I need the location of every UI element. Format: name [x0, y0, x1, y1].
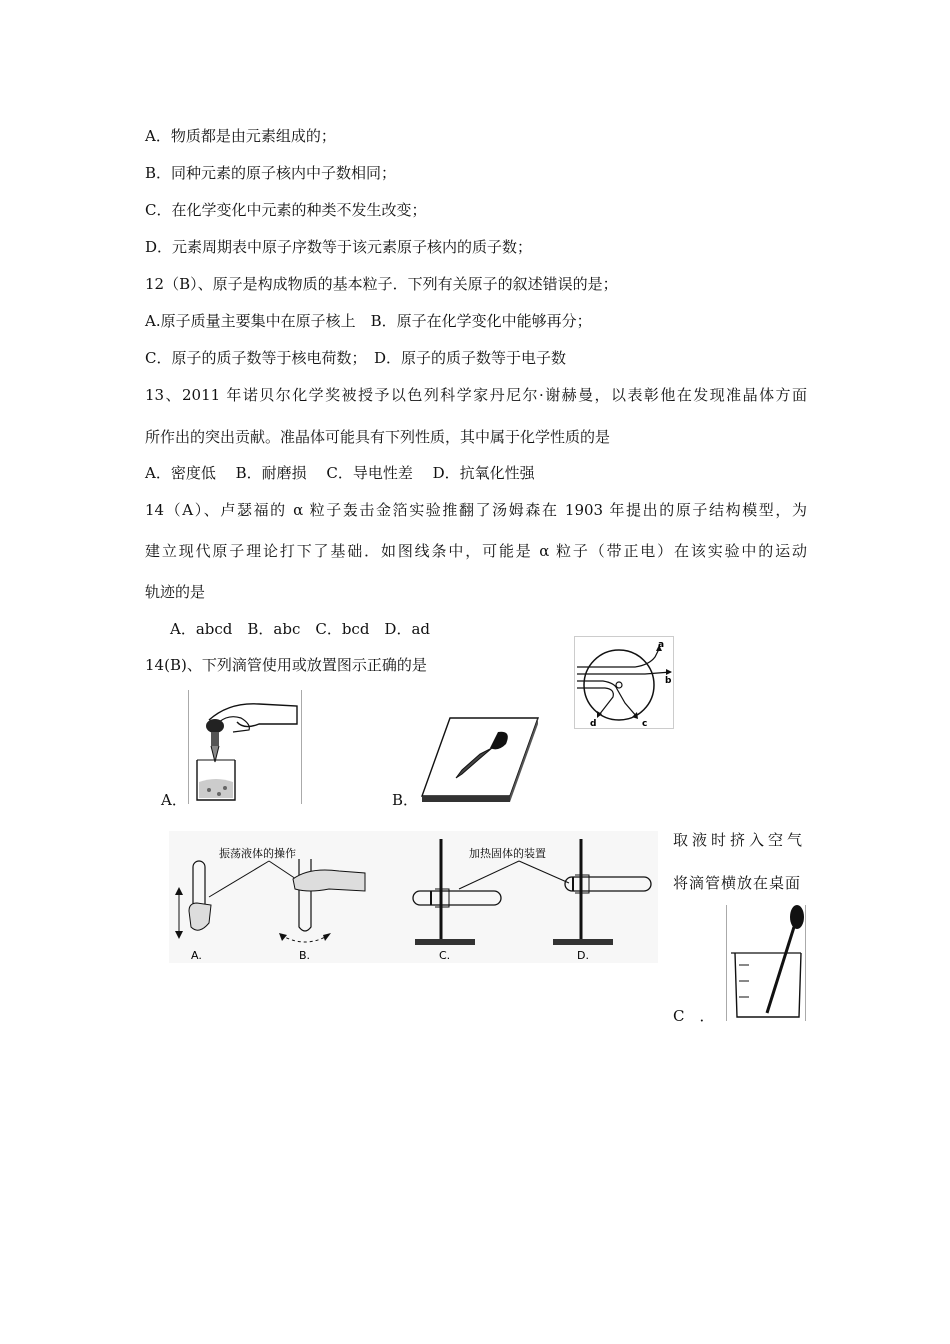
- alpha-label-b: b: [665, 676, 672, 686]
- test-tube-operations-figure: [169, 831, 658, 963]
- alpha-label-c: c: [642, 719, 648, 728]
- option-c-line: C．在化学变化中元素的种类不发生改变；: [145, 201, 427, 219]
- question-13-line-2: 所作出的突出贡献。准晶体可能具有下列性质，其中属于化学性质的是: [145, 428, 611, 446]
- caption-heat-solid: 加热固体的装置: [469, 847, 546, 860]
- question-14a-options: A．abcd B．abc C．bcd D．ad: [170, 620, 431, 638]
- question-14a-line-1: 14（A）、卢瑟福的 α 粒子轰击金箔实验推翻了汤姆森在 1903 年提出的原子结构模型，为: [145, 501, 807, 519]
- op-label-d: D.: [577, 949, 589, 962]
- dropper-a-label: A．: [161, 791, 187, 809]
- op-label-b: B.: [299, 949, 311, 962]
- dropper-c-figure: [726, 905, 806, 1021]
- question-12: 12（B）、原子是构成物质的基本粒子．下列有关原子的叙述错误的是；: [145, 275, 618, 293]
- op-label-c: C.: [439, 949, 451, 962]
- alpha-scattering-figure: [574, 636, 674, 729]
- side-text-squeeze-air: 取液时挤入空气: [673, 831, 807, 849]
- question-12-options-ab: A.原子质量主要集中在原子核上 B．原子在化学变化中能够再分；: [145, 312, 592, 330]
- question-14a-line-3: 轨迹的是: [145, 583, 206, 601]
- dropper-b-label: B．: [392, 791, 419, 809]
- alpha-label-d: d: [590, 719, 597, 728]
- dropper-a-figure: [188, 690, 302, 804]
- question-12-options-cd: C．原子的质子数等于核电荷数； D．原子的质子数等于电子数: [145, 349, 567, 367]
- question-13-line-1: 13、2011 年诺贝尔化学奖被授予以色列科学家丹尼尔·谢赫曼，以表彰他在发现准晶体方面: [145, 386, 807, 404]
- dropper-b-figure: [418, 712, 541, 802]
- question-13-options: A．密度低 B．耐磨损 C．导电性差 D．抗氧化性强: [145, 464, 535, 482]
- op-label-a: A.: [191, 949, 202, 962]
- dropper-c-label: C ．: [673, 1007, 715, 1025]
- question-14a-line-2: 建立现代原子理论打下了基础．如图线条中，可能是 α 粒子（带正电）在该实验中的运动: [145, 542, 807, 560]
- side-text-lay-flat: 将滴管横放在桌面: [673, 874, 802, 892]
- option-d-line: D．元素周期表中原子序数等于该元素原子核内的质子数；: [145, 238, 533, 256]
- caption-shake-liquid: 振荡液体的操作: [219, 847, 296, 860]
- question-14b: 14(B)、下列滴管使用或放置图示正确的是: [145, 656, 427, 674]
- alpha-label-a: a: [658, 640, 665, 650]
- option-a-line: A．物质都是由元素组成的；: [145, 127, 336, 145]
- option-b-line: B．同种元素的原子核内中子数相同；: [145, 164, 397, 182]
